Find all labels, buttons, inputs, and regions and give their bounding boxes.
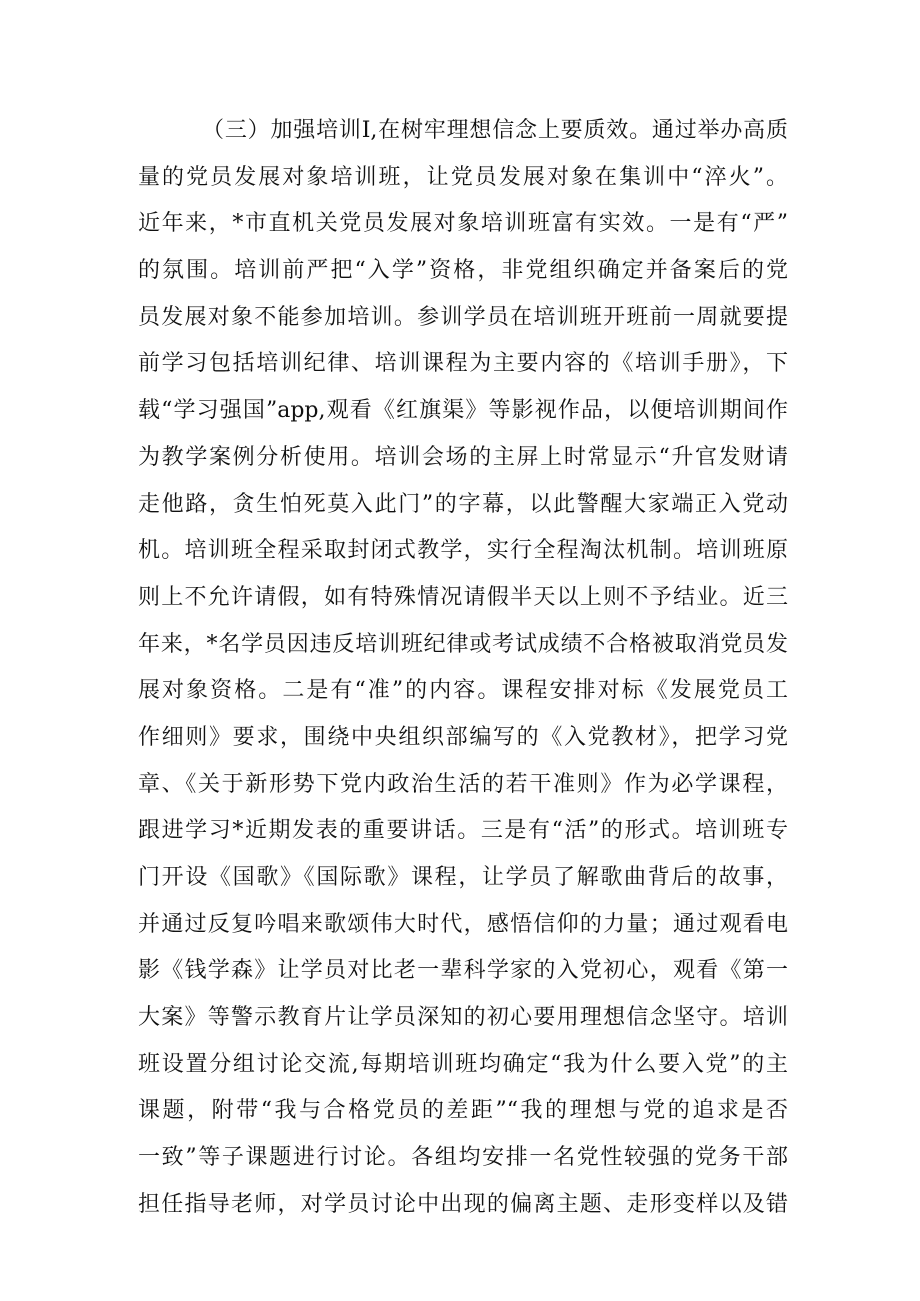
text-line: 走他路，贪生怕死莫入此门”的字幕，以此警醒大家端正入党动	[138, 491, 788, 517]
text-line: 大案》等警示教育片让学员深知的初心要用理想信念坚守。培训	[138, 1005, 788, 1031]
text-line: 年来，*名学员因违反培训班纪律或考试成绩不合格被取消党员发	[138, 631, 788, 657]
text-line: 并通过反复吟唱来歌颂伟大时代，感悟信仰的力量；通过观看电	[138, 911, 788, 937]
body-paragraph	[138, 108, 788, 1229]
text-line: 的氛围。培训前严把“入学”资格，非党组织确定并备案后的党	[138, 258, 788, 284]
text-line: 量的党员发展对象培训班，让党员发展对象在集训中“淬火”。	[138, 164, 788, 190]
text-line: 影《钱学森》让学员对比老一辈科学家的入党初心，观看《第一	[138, 958, 788, 984]
text-line: 为教学案例分析使用。培训会场的主屏上时常显示“升官发财请	[138, 444, 788, 470]
text-line: 门开设《国歌》《国际歌》课程，让学员了解歌曲背后的故事，	[138, 865, 788, 890]
text-line: 则上不允许请假，如有特殊情况请假半天以上则不予结业。近三	[138, 584, 788, 610]
text-line: 近年来，*市直机关党员发展对象培训班富有实效。一是有“严”	[138, 211, 788, 237]
text-line: 展对象资格。二是有“准”的内容。课程安排对标《发展党员工	[138, 678, 788, 704]
text-line: 作细则》要求，围绕中央组织部编写的《入党教材》，把学习党	[138, 724, 788, 750]
text-line: 班设置分组讨论交流,每期培训班均确定“我为什么要入党”的主	[138, 1051, 788, 1077]
text-line: 前学习包括培训纪律、培训课程为主要内容的《培训手册》，下	[138, 351, 788, 377]
text-line: 课题，附带“我与合格党员的差距”“我的理想与党的追求是否	[138, 1098, 788, 1124]
text-line: 载“学习强国”app,观看《红旗渠》等影视作品，以便培训期间作	[138, 398, 788, 424]
text-line: 机。培训班全程采取封闭式教学，实行全程淘汰机制。培训班原	[138, 538, 788, 564]
text-line: （三）加强培训I,在树牢理想信念上要质效。通过举办高质	[202, 118, 788, 143]
text-line: 一致”等子课题进行讨论。各组均安排一名党性较强的党务干部	[138, 1145, 788, 1171]
text-line: 担任指导老师，对学员讨论中出现的偏离主题、走形变样以及错	[138, 1191, 788, 1217]
text-line: 章、《关于新形势下党内政治生活的若干准则》作为必学课程，	[138, 771, 788, 797]
text-line: 跟进学习*近期发表的重要讲话。三是有“活”的形式。培训班专	[138, 818, 788, 844]
text-line: 员发展对象不能参加培训。参训学员在培训班开班前一周就要提	[138, 304, 788, 330]
